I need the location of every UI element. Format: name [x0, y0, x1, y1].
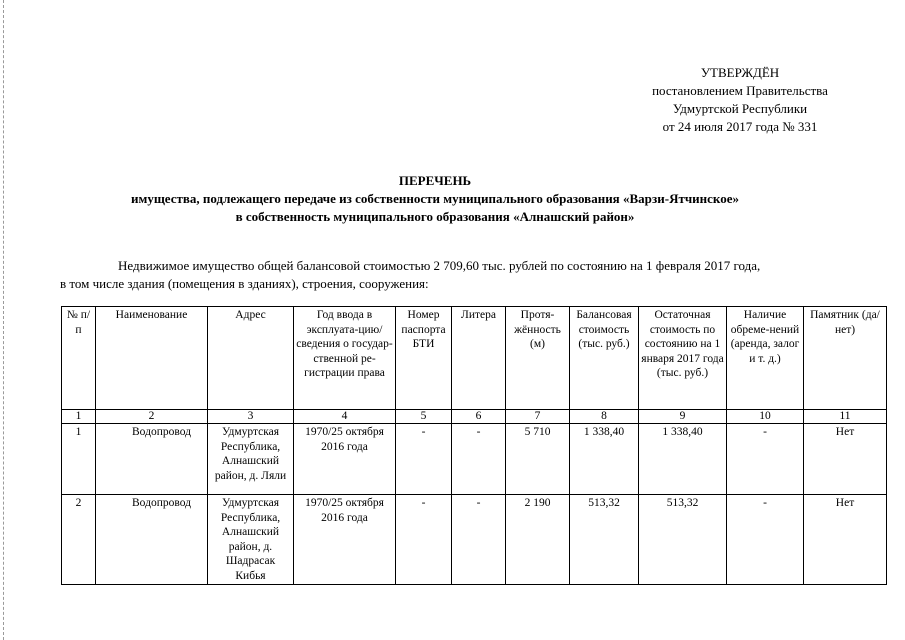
- row-litera: -: [452, 495, 506, 585]
- row-residual: 1 338,40: [639, 424, 727, 495]
- column-number: 7: [506, 410, 570, 424]
- row-number: 2: [62, 495, 96, 585]
- column-number: 1: [62, 410, 96, 424]
- header-cell-monument: Памятник (да/нет): [804, 307, 887, 410]
- property-table: [61, 306, 887, 585]
- approval-block: [620, 64, 860, 136]
- header-cell-passport: Номер паспорта БТИ: [396, 307, 452, 410]
- header-cell-residual: Остаточная стоимость по состоянию на 1 января 2017 года (тыс. руб.): [639, 307, 727, 410]
- header-cell-length: Протя-жённость (м): [506, 307, 570, 410]
- column-number-row: [62, 410, 887, 424]
- row-encumbrance: -: [727, 424, 804, 495]
- heading-line-1: имущества, подлежащего передаче из собственности муниципального образования «Варзи-Ятчинское»: [130, 191, 740, 206]
- approval-title: УТВЕРЖДЁН: [700, 65, 780, 80]
- intro-line-2: в том числе здания (помещения в зданиях), строения, сооружения:: [60, 276, 429, 291]
- row-year: 1970/25 октября 2016 года: [294, 495, 396, 585]
- column-number: 2: [96, 410, 208, 424]
- row-name: Водопровод: [96, 424, 208, 495]
- approval-line-2: Удмуртской Республики: [672, 101, 808, 116]
- table-row: [62, 424, 887, 495]
- approval-line-3: от 24 июля 2017 года № 331: [662, 119, 818, 134]
- intro-line-1: Недвижимое имущество общей балансовой стоимостью 2 709,60 тыс. рублей по состоянию на 1 февраля 2017 года,: [118, 258, 761, 273]
- row-name: Водопровод: [96, 495, 208, 585]
- row-encumbrance: -: [727, 495, 804, 585]
- scan-edge-line: [3, 0, 4, 640]
- row-address: Удмуртская Республика, Алнашский район, д. Шадрасак Кибья: [208, 495, 294, 585]
- row-litera: -: [452, 424, 506, 495]
- heading-title: ПЕРЕЧЕНЬ: [398, 173, 472, 188]
- column-number: 5: [396, 410, 452, 424]
- column-number: 10: [727, 410, 804, 424]
- row-length: 5 710: [506, 424, 570, 495]
- document-heading: [60, 172, 810, 226]
- header-cell-address: Адрес: [208, 307, 294, 410]
- column-number: 11: [804, 410, 887, 424]
- row-length: 2 190: [506, 495, 570, 585]
- approval-line-1: постановлением Правительства: [652, 83, 828, 98]
- row-balance: 513,32: [570, 495, 639, 585]
- column-number: 8: [570, 410, 639, 424]
- table-row: [62, 495, 887, 585]
- column-number: 4: [294, 410, 396, 424]
- row-passport: -: [396, 495, 452, 585]
- header-cell-encumbrance: Наличие обреме-нений (аренда, залог и т. д.): [727, 307, 804, 410]
- row-monument: Нет: [804, 424, 887, 495]
- row-balance: 1 338,40: [570, 424, 639, 495]
- row-residual: 513,32: [639, 495, 727, 585]
- header-cell-year: Год ввода в эксплуата-цию/сведения о государ-ственной ре-гистрации права: [294, 307, 396, 410]
- row-passport: -: [396, 424, 452, 495]
- row-number: 1: [62, 424, 96, 495]
- header-cell-balance: Балансовая стоимость (тыс. руб.): [570, 307, 639, 410]
- row-monument: Нет: [804, 495, 887, 585]
- row-year: 1970/25 октября 2016 года: [294, 424, 396, 495]
- header-cell-number: № п/п: [62, 307, 96, 410]
- table-header-row: [62, 307, 887, 410]
- header-cell-litera: Литера: [452, 307, 506, 410]
- column-number: 3: [208, 410, 294, 424]
- row-address: Удмуртская Республика, Алнашский район, д. Ляли: [208, 424, 294, 495]
- header-cell-name: Наименование: [96, 307, 208, 410]
- column-number: 9: [639, 410, 727, 424]
- intro-paragraph: [60, 257, 880, 293]
- column-number: 6: [452, 410, 506, 424]
- heading-line-2: в собственность муниципального образования «Алнашский район»: [235, 209, 635, 224]
